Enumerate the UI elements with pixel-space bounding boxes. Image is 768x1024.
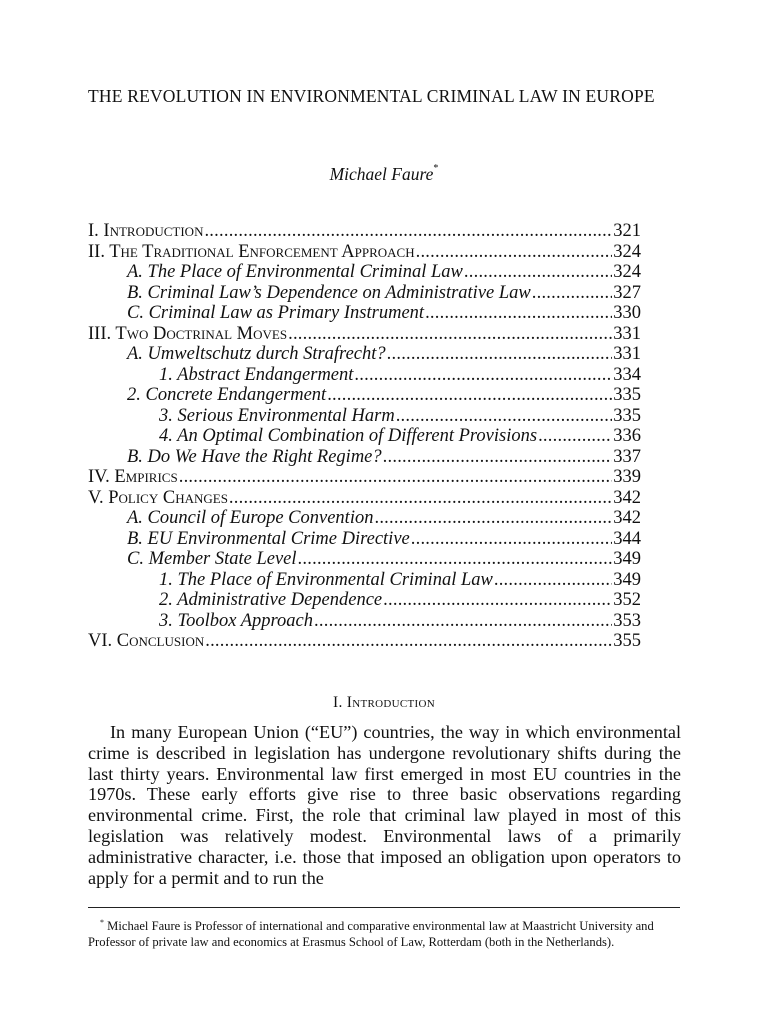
toc-entry	[88, 324, 641, 345]
toc-entry-label: B. EU Environmental Crime Directive	[127, 528, 410, 549]
toc-entry	[88, 529, 641, 550]
toc-entry	[88, 221, 641, 242]
toc-leader-dots	[374, 508, 612, 529]
section-heading: I. Introduction	[332, 694, 435, 711]
toc-entry	[88, 508, 641, 529]
toc-entry-page: 331	[613, 323, 641, 344]
author-name: Michael Faure	[329, 164, 434, 184]
toc-entry-label: I. Introduction	[88, 221, 204, 241]
toc-leader-dots	[179, 467, 613, 488]
toc-entry	[88, 406, 641, 427]
toc-entry-label: VI. Conclusion	[88, 631, 205, 651]
toc-leader-dots	[354, 365, 612, 386]
toc-entry	[88, 467, 641, 488]
toc-leader-dots	[387, 344, 613, 365]
toc-leader-dots	[494, 570, 612, 591]
footnote-mark: *	[100, 918, 104, 927]
body-paragraph: In many European Union (“EU”) countries, the way in which environmental crime is described in legislation has undergone revolutionary shifts during the last thirty years. Environmental law first emerged in most EU countries in the 1970s. These early efforts give rise to three basic observations regarding environmental crime. First, the role that criminal law played in most of this legislation was relatively modest. Environmental laws of a primarily administrative character, i.e. those that imposed an obligation upon operators to apply for a permit and to run the	[88, 722, 681, 888]
toc-entry-label: B. Criminal Law’s Dependence on Administrative Law	[127, 282, 531, 303]
toc-entry	[88, 344, 641, 365]
toc-entry-label: C. Criminal Law as Primary Instrument	[127, 303, 425, 323]
toc-entry-page: 335	[613, 405, 641, 426]
toc-entry-page: 349	[613, 549, 641, 569]
toc-entry-label: 3. Serious Environmental Harm	[159, 405, 395, 426]
toc-entry	[88, 631, 641, 652]
toc-entry-page: 331	[613, 344, 641, 364]
toc-entry	[88, 385, 641, 406]
toc-entry-page: 330	[613, 303, 641, 323]
toc-leader-dots	[425, 303, 612, 324]
toc-entry	[88, 283, 641, 304]
article-title: THE REVOLUTION IN ENVIRONMENTAL CRIMINAL LAW IN EUROPE	[88, 86, 655, 106]
toc-leader-dots	[383, 447, 613, 468]
toc-entry-page: 336	[613, 426, 641, 446]
toc-entry-page: 352	[613, 590, 641, 610]
toc-leader-dots	[205, 631, 612, 652]
toc-entry-label: B. Do We Have the Right Regime?	[127, 446, 382, 467]
toc-entry	[88, 488, 641, 509]
author-line	[0, 164, 768, 185]
toc-entry-page: 342	[613, 487, 641, 508]
footnote	[88, 915, 681, 951]
toc-entry-label: IV. Empirics	[88, 467, 178, 487]
toc-entry	[88, 303, 641, 324]
toc-entry	[88, 242, 641, 263]
toc-entry-page: 337	[613, 446, 641, 467]
toc-entry-page: 342	[613, 508, 641, 528]
toc-entry-label: III. Two Doctrinal Moves	[88, 323, 288, 344]
toc-leader-dots	[396, 406, 613, 427]
toc-entry-label: C. Member State Level	[127, 549, 297, 569]
toc-leader-dots	[288, 324, 612, 345]
toc-entry-page: 324	[613, 262, 641, 282]
toc-entry-label: 1. The Place of Environmental Criminal Law	[159, 569, 493, 590]
toc-leader-dots	[383, 590, 612, 611]
toc-entry-page: 334	[613, 364, 641, 385]
footnote-text: Michael Faure is Professor of international and comparative environmental law at Maastricht University and Professor of private law and economics at Erasmus School of Law, Rotterdam (both in the Netherlands).	[88, 919, 654, 949]
toc-entry-page: 344	[613, 528, 641, 549]
toc-entry	[88, 590, 641, 611]
toc-entry-page: 324	[613, 241, 641, 262]
table-of-contents	[88, 221, 641, 652]
toc-leader-dots	[229, 488, 612, 509]
toc-leader-dots	[464, 262, 612, 283]
toc-entry-label: 2. Administrative Dependence	[159, 590, 383, 610]
toc-entry-page: 355	[613, 631, 641, 651]
toc-entry-page: 321	[613, 221, 641, 241]
toc-entry-page: 353	[613, 610, 641, 631]
toc-entry-label: V. Policy Changes	[88, 487, 228, 508]
toc-entry	[88, 426, 641, 447]
toc-leader-dots	[532, 283, 613, 304]
toc-leader-dots	[327, 385, 612, 406]
toc-entry-label: II. The Traditional Enforcement Approach	[88, 241, 415, 262]
author-footnote-mark: *	[433, 163, 439, 175]
toc-entry	[88, 570, 641, 591]
footnote-divider	[88, 907, 680, 908]
toc-entry-label: A. The Place of Environmental Criminal Law	[127, 262, 463, 282]
toc-leader-dots	[314, 611, 612, 632]
toc-leader-dots	[538, 426, 612, 447]
toc-entry	[88, 447, 641, 468]
toc-leader-dots	[204, 221, 612, 242]
toc-entry	[88, 365, 641, 386]
toc-entry-label: A. Council of Europe Convention	[127, 508, 374, 528]
toc-leader-dots	[416, 242, 613, 263]
toc-leader-dots	[411, 529, 613, 550]
toc-entry	[88, 549, 641, 570]
toc-entry	[88, 611, 641, 632]
toc-entry-label: 2. Concrete Endangerment	[127, 385, 327, 405]
toc-entry-label: 1. Abstract Endangerment	[159, 364, 354, 385]
toc-entry-label: A. Umweltschutz durch Strafrecht?	[127, 344, 386, 364]
toc-entry-page: 327	[613, 282, 641, 303]
toc-entry-label: 4. An Optimal Combination of Different Provisions	[159, 426, 538, 446]
toc-leader-dots	[298, 549, 613, 570]
toc-entry-page: 349	[613, 569, 641, 590]
toc-entry-page: 339	[613, 467, 641, 487]
toc-entry-page: 335	[613, 385, 641, 405]
toc-entry	[88, 262, 641, 283]
toc-entry-label: 3. Toolbox Approach	[159, 610, 314, 631]
